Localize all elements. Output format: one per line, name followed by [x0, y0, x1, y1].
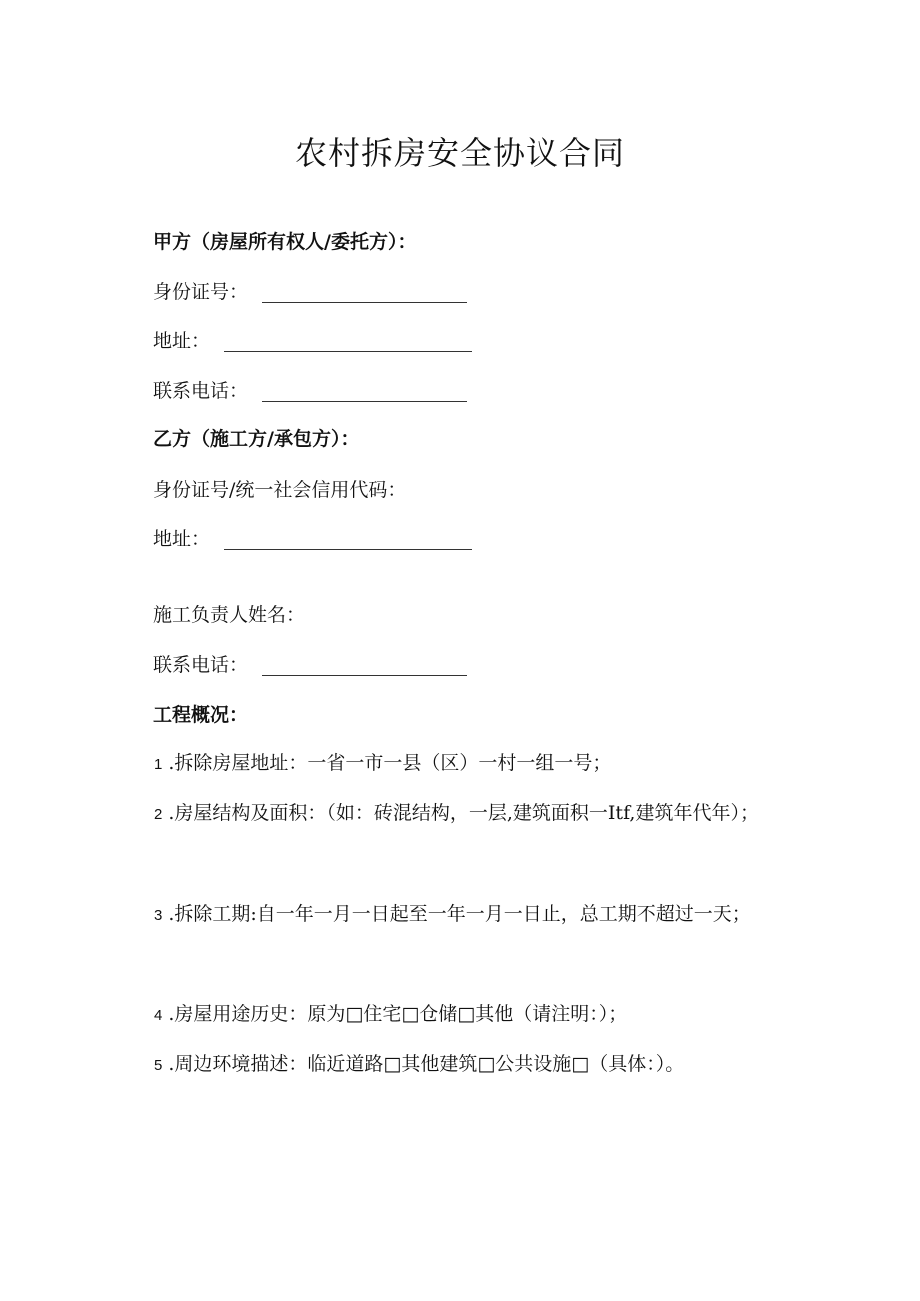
party-a-id-field[interactable]: [262, 282, 467, 303]
party-a-phone-field[interactable]: [262, 381, 467, 402]
overview-item-text: .房屋结构及面积：（如：砖混结构，一层,建筑面积一Itf,建筑年代年）；: [168, 802, 759, 824]
party-b-phone-label: 联系电话：: [153, 654, 249, 676]
overview-item-number: 3: [154, 907, 163, 924]
overview-item-number: 2: [154, 806, 163, 823]
overview-heading: [153, 702, 248, 728]
overview-item-text: .周边环境描述：临近道路□其他建筑□公共设施□（具体：）。: [168, 1053, 685, 1075]
party-a-address-row: [153, 328, 472, 354]
party-b-manager-label: 施工负责人姓名：: [153, 604, 306, 626]
party-a-heading: [153, 229, 416, 255]
overview-item-2: [118, 788, 808, 840]
party-a-id-row: [153, 279, 467, 305]
overview-item-1: [118, 738, 808, 790]
overview-item-text: .拆除房屋地址：一省一市一县（区）一村一组一号；: [168, 752, 612, 774]
party-b-heading: [153, 426, 359, 452]
party-a-id-label: 身份证号：: [153, 281, 249, 303]
party-b-address-label: 地址：: [153, 528, 211, 550]
overview-item-number: 5: [154, 1057, 163, 1074]
party-b-manager-row: [153, 602, 305, 628]
party-b-address-field[interactable]: [224, 529, 472, 550]
overview-heading-text: 工程概况：: [153, 704, 249, 726]
party-b-heading-text: 乙方（施工方/承包方）：: [153, 428, 360, 450]
party-b-address-row: [153, 526, 472, 552]
party-a-heading-text: 甲方（房屋所有权人/委托方）：: [153, 231, 417, 253]
overview-item-3: [118, 889, 808, 941]
party-b-id-label: 身份证号/统一社会信用代码：: [153, 479, 407, 501]
party-a-address-label: 地址：: [153, 330, 211, 352]
overview-item-text: .拆除工期:自一年一月一日起至一年一月一日止，总工期不超过一天；: [168, 903, 751, 925]
document-title: 农村拆房安全协议合同: [294, 134, 625, 172]
party-b-phone-field[interactable]: [262, 655, 467, 676]
party-a-phone-row: [153, 378, 467, 404]
overview-item-number: 1: [154, 756, 163, 773]
party-a-address-field[interactable]: [224, 331, 472, 352]
party-b-id-row: [153, 477, 406, 503]
overview-item-4: [118, 989, 808, 1041]
overview-item-text: .房屋用途历史：原为□住宅□仓储□其他（请注明：）；: [168, 1003, 628, 1025]
party-a-phone-label: 联系电话：: [153, 380, 249, 402]
overview-item-5: [118, 1039, 808, 1091]
party-b-phone-row: [153, 652, 467, 678]
overview-item-number: 4: [154, 1007, 163, 1024]
